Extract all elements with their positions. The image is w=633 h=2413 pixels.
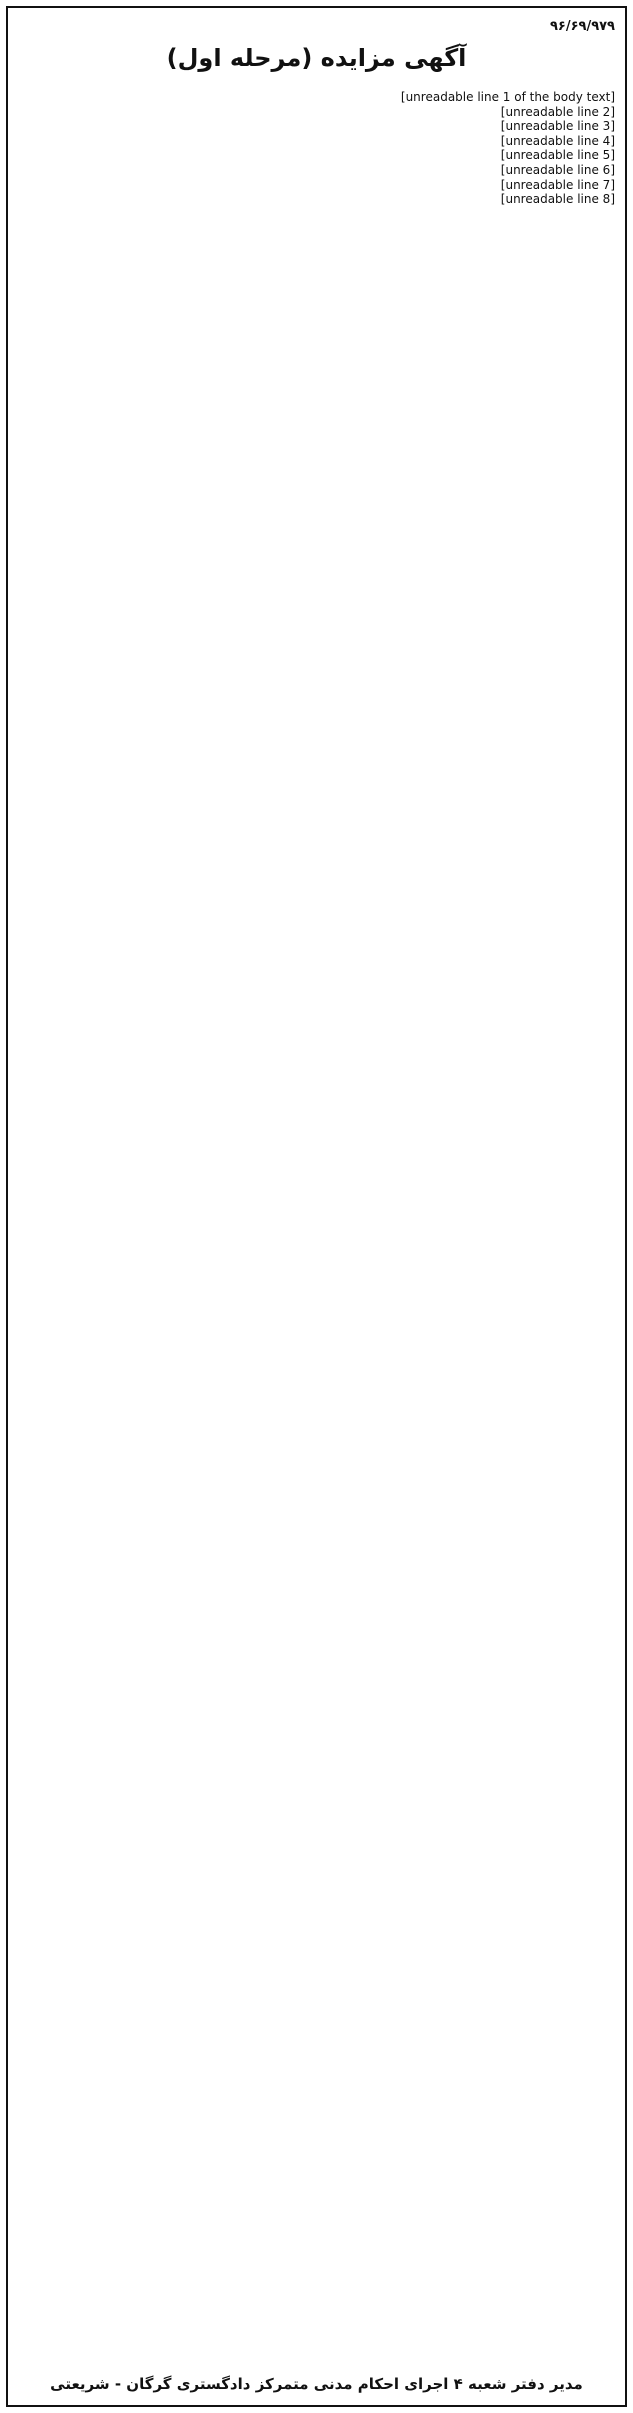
notice-body-line: [unreadable line 4]	[500, 133, 615, 148]
notice-body	[18, 90, 615, 2361]
notice-body-line: [unreadable line 3]	[500, 119, 615, 134]
notice-body-line: [unreadable line 2]	[500, 104, 615, 119]
notice-body-line: [unreadable line 8]	[500, 192, 615, 207]
notice-body-line: [unreadable line 1 of the body text]	[400, 90, 615, 104]
notice-signature: مدیر دفتر شعبه ۴ اجرای احکام مدنی متمرکز دادگستری گرگان - شریعتی	[50, 2375, 583, 2393]
file-reference: ۹۶/۶۹/۹۷۹	[549, 19, 615, 34]
notice-body-line: [unreadable line 6]	[500, 162, 615, 177]
notice-body-line: [unreadable line 5]	[500, 148, 615, 163]
notice-title: آگهی مزایده (مرحله اول)	[166, 44, 467, 72]
notice-body-line: [unreadable line 7]	[500, 177, 615, 192]
auction-notice	[6, 6, 627, 2407]
